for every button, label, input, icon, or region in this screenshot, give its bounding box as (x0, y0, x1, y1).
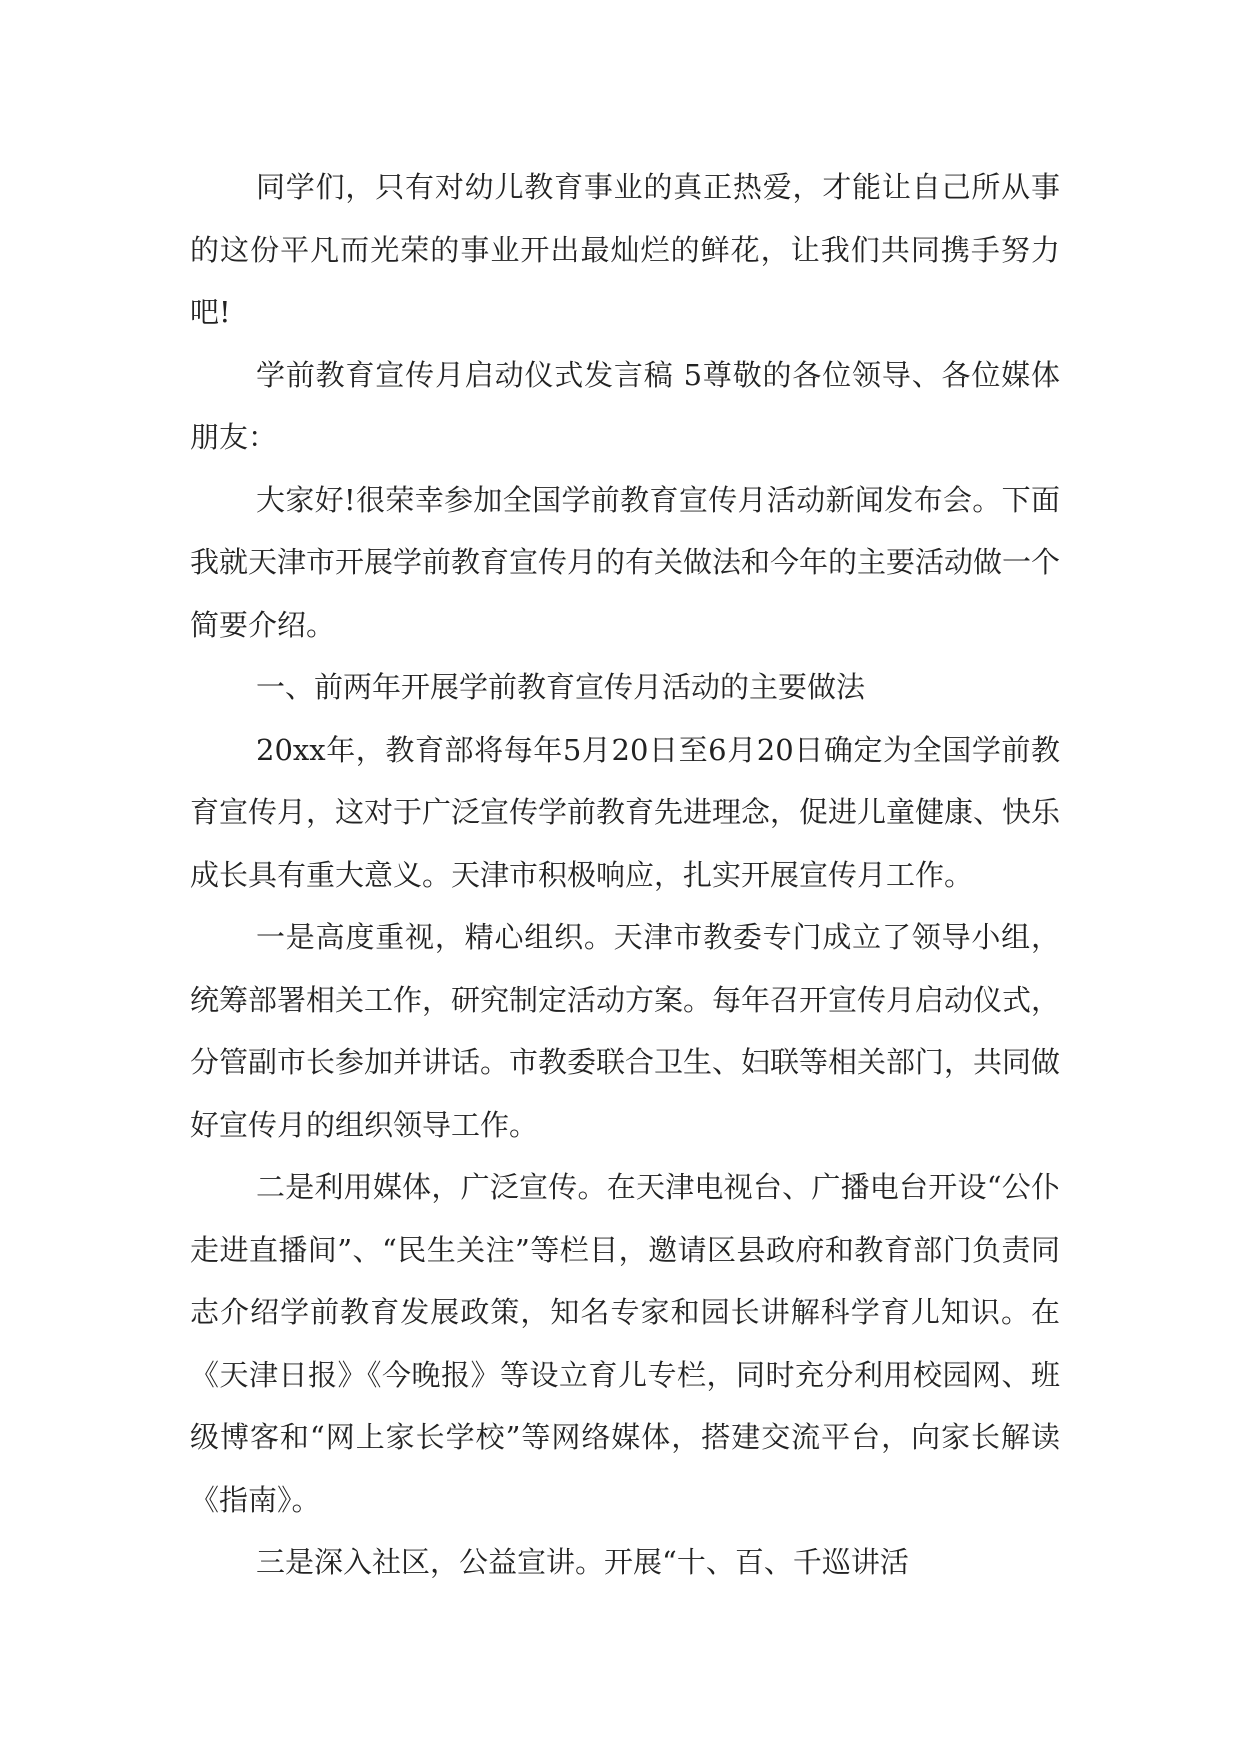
paragraph-closing-remarks: 同学们，只有对幼儿教育事业的真正热爱，才能让自己所从事的这份平凡而光荣的事业开出最灿烂的鲜花，让我们共同携手努力吧! (190, 170, 1060, 329)
paragraph-greeting: 大家好!很荣幸参加全国学前教育宣传月活动新闻发布会。下面我就天津市开展学前教育宣传月的有关做法和今年的主要活动做一个简要介绍。 (190, 482, 1061, 642)
paragraph-speech-title: 学前教育宣传月启动仪式发言稿 5尊敬的各位领导、各位媒体朋友： (190, 357, 1060, 454)
paragraph-point-three: 三是深入社区，公益宣讲。开展“十、百、千巡讲活 (256, 1545, 909, 1579)
paragraph-background: 20xx年，教育部将每年5月20日至6月20日确定为全国学前教育宣传月，这对于广泛宣传学前教育先进理念，促进儿童健康、快乐成长具有重大意义。天津市积极响应，扎实开展宣传月工作。 (190, 732, 1061, 892)
paragraph-point-one: 一是高度重视，精心组织。天津市教委专门成立了领导小组，统筹部署相关工作，研究制定活动方案。每年召开宣传月启动仪式，分管副市长参加并讲话。市教委联合卫生、妇联等相关部门，共同做好宣传月的组织领导工作。 (190, 920, 1061, 1142)
paragraph-point-two: 二是利用媒体，广泛宣传。在天津电视台、广播电台开设“公仆走进直播间”、“民生关注”等栏目，邀请区县政府和教育部门负责同志介绍学前教育发展政策，知名专家和园长讲解科学育儿知识。在《天津日报》《今晚报》等设立育儿专栏，同时充分利用校园网、班级博客和“网上家长学校”等网络媒体，搭建交流平台，向家长解读《指南》。 (190, 1170, 1060, 1517)
section-heading: 一、前两年开展学前教育宣传月活动的主要做法 (256, 670, 866, 704)
document-body (190, 156, 1060, 1594)
